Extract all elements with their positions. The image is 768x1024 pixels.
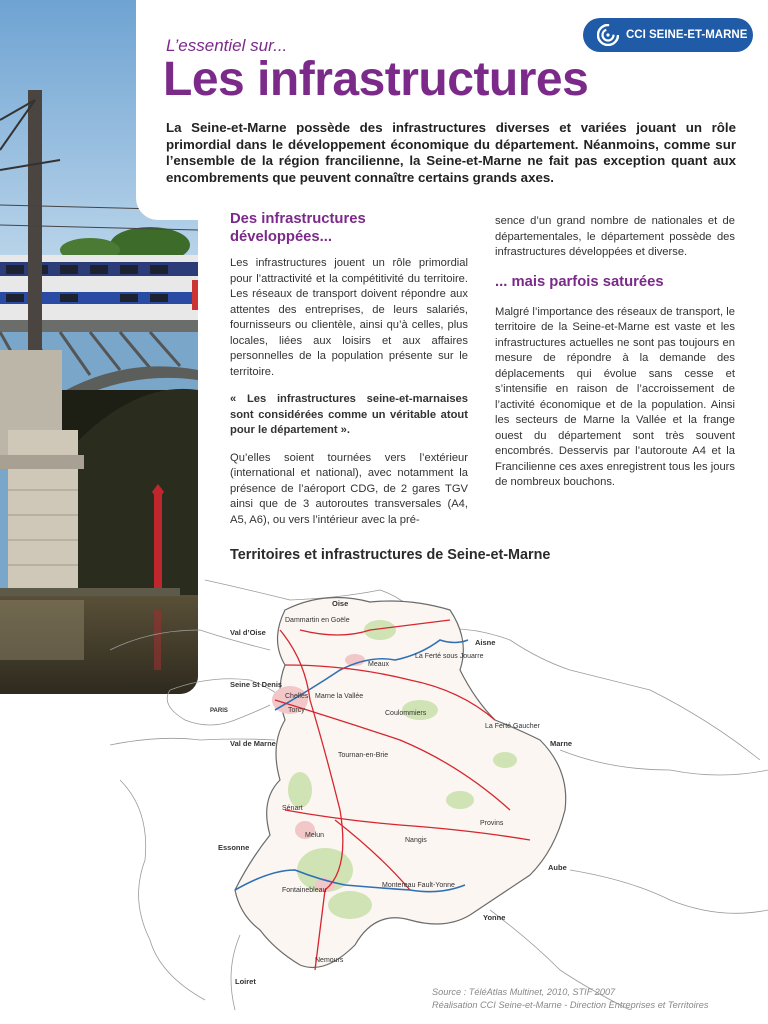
town-dammartin: Dammartin en Goële xyxy=(285,617,350,624)
label-val-doise: Val d’Oise xyxy=(230,628,266,637)
town-meaux: Meaux xyxy=(368,661,390,668)
label-paris: PARIS xyxy=(210,708,228,714)
map-source xyxy=(432,986,762,1012)
town-tournan: Tournan-en-Brie xyxy=(338,752,389,759)
town-coulommiers: Coulommiers xyxy=(385,710,427,717)
town-montereau: Montereau Fault-Yonne xyxy=(382,882,455,889)
town-torcy: Torcy xyxy=(288,707,305,714)
town-la-ferte-gaucher: La Ferté Gaucher xyxy=(485,723,540,730)
seine-et-marne-shape xyxy=(235,598,566,968)
label-yonne: Yonne xyxy=(483,913,506,922)
label-essonne: Essonne xyxy=(218,843,250,852)
brand-name: CCI SEINE-ET-MARNE xyxy=(626,29,748,41)
label-aisne: Aisne xyxy=(475,638,496,647)
town-la-ferte-jouarre: La Ferté sous Jouarre xyxy=(415,653,484,660)
source-line-2: Réalisation CCI Seine-et-Marne - Direction Entreprises et Territoires xyxy=(432,1000,709,1010)
section1-quote: « Les infrastructures seine-et-marnaises sont considérées comme un véritable atout pour le département ». xyxy=(230,393,468,436)
label-oise: Oise xyxy=(332,599,349,608)
section1-heading: Des infrastructures développées... xyxy=(230,211,366,245)
brand-badge xyxy=(583,18,753,52)
label-marne: Marne xyxy=(550,739,573,748)
town-melun: Melun xyxy=(305,832,325,839)
town-fontainebleau: Fontainebleau xyxy=(282,887,327,894)
town-marne-la-vallee: Marne la Vallée xyxy=(315,693,364,700)
town-senart: Sénart xyxy=(282,805,303,812)
map-title: Territoires et infrastructures de Seine-et-Marne xyxy=(230,547,551,563)
town-provins: Provins xyxy=(480,820,504,827)
town-nemours: Nemours xyxy=(315,957,344,964)
label-seine-st-denis: Seine St Denis xyxy=(230,680,283,689)
label-val-de-marne: Val de Marne xyxy=(230,739,276,748)
section2-paragraph-1: Malgré l’importance des réseaux de transport, le territoire de la Seine-et-Marne est vaste et les infrastructures actuelles ne sont pas toujours en mesure de répondre à la demande des déplacements qui évolue sans cesse et s’intensifie en raison de l’accroissement de l’activité économique et de la population. Ainsi les secteurs de Marne la Vallée et la frange ouest du département sont très souvent encombrés. Desservis par l’autoroute A4 et la Francilienne ces axes enregistrent tous les jours de nombreux bouchons. xyxy=(495,305,735,488)
section2-heading: ... mais parfois saturées xyxy=(495,273,664,290)
column-left xyxy=(230,210,468,540)
page-title: Les infrastructures xyxy=(163,53,589,106)
label-loiret: Loiret xyxy=(235,977,256,986)
section1-paragraph-2: Qu’elles soient tournées vers l’extérieur (international et national), avec notamment la présence de l’aéroport CDG, de 2 gares TGV ainsi que de 3 autoroutes transversales (A4, A5, A6), ou vers l’intérieur avec la pré- xyxy=(230,451,468,526)
town-nangis: Nangis xyxy=(405,837,427,844)
department-map xyxy=(110,570,768,1010)
kicker: L’essentiel sur... xyxy=(166,36,288,55)
town-chelles: Chelles xyxy=(285,693,309,700)
cci-logo-icon xyxy=(597,24,619,46)
source-line-1: Source : TéléAtlas Multinet, 2010, STIF 2007 xyxy=(432,987,616,997)
lead-paragraph: La Seine-et-Marne possède des infrastructures diverses et variées jouant un rôle primordial dans le développement économique du département. Néanmoins, comme sur l’ensemble de la région francilienne, la Seine-et-Marne ne fait pas exception quant aux encombrements que peuvent connaître certains grands axes. xyxy=(166,120,736,186)
label-aube: Aube xyxy=(548,863,567,872)
section1-paragraph-1: Les infrastructures jouent un rôle primordial pour l’attractivité et la compétitivité du territoire. Les réseaux de transport doivent répondre aux attentes des entreprises, de leurs salariés, fournisseurs ou clientèle, ainsi qu’à celles, plus locales, liées aux loisirs et aux affaires personnelles de la population présente sur le territoire. xyxy=(230,257,468,378)
column-right xyxy=(495,214,735,503)
section1-paragraph-3: sence d’un grand nombre de nationales et de départementales, le département possède des infrastructures développées et diverse. xyxy=(495,215,735,258)
